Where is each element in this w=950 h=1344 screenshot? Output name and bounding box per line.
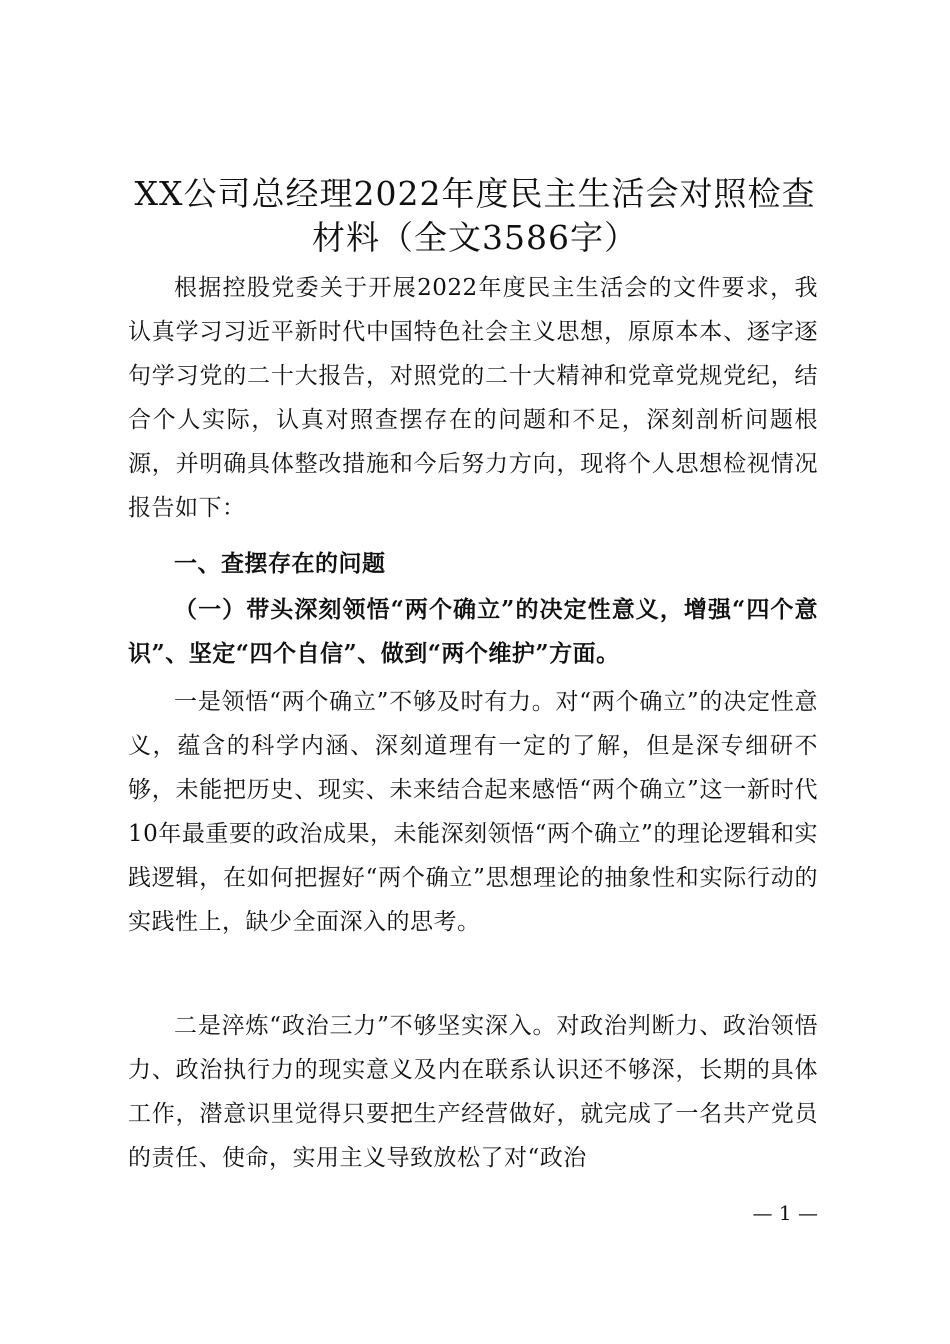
body-paragraph-two: 二是淬炼“政治三力”不够坚实深入。对政治判断力、政治领悟力、政治执行力的现实意义及内在联系认识还不够深，长期的具体工作，潜意识里觉得只要把生产经营做好，就完成了一名共产党员的责任、使命，实用主义导致放松了对“政治 (128, 1013, 818, 1171)
document-title-line-2: 材料（全文3586字） (312, 218, 638, 257)
subsection-heading: （一）带头深刻领悟“两个确立”的决定性意义，增强“四个意识”、坚定“四个自信”、做到“两个维护”方面。 (128, 596, 818, 667)
intro-paragraph: 根据控股党委关于开展2022年度民主生活会的文件要求，我认真学习习近平新时代中国特色社会主义思想，原原本本、逐字逐句学习党的二十大报告，对照党的二十大精神和党章党规党纪，结合个人实际，认真对照查摆存在的问题和不足，深刻剖析问题根源，并明确具体整改措施和今后努力方向，现将个人思想检视情况报告如下： (128, 275, 818, 521)
section-heading: 一、查摆存在的问题 (174, 551, 386, 577)
body-paragraph-one: 一是领悟“两个确立”不够及时有力。对“两个确立”的决定性意义，蕴含的科学内涵、深刻道理有一定的了解，但是深专细研不够，未能把历史、现实、未来结合起来感悟“两个确立”这一新时代10年最重要的政治成果，未能深刻领悟“两个确立”的理论逻辑和实践逻辑，在如何把握好“两个确立”思想理论的抽象性和实际行动的实践性上，缺少全面深入的思考。 (128, 689, 818, 935)
page-number: — 1 — (752, 1201, 818, 1225)
document-title-line-1: XX公司总经理2022年度民主生活会对照检查 (134, 174, 816, 213)
